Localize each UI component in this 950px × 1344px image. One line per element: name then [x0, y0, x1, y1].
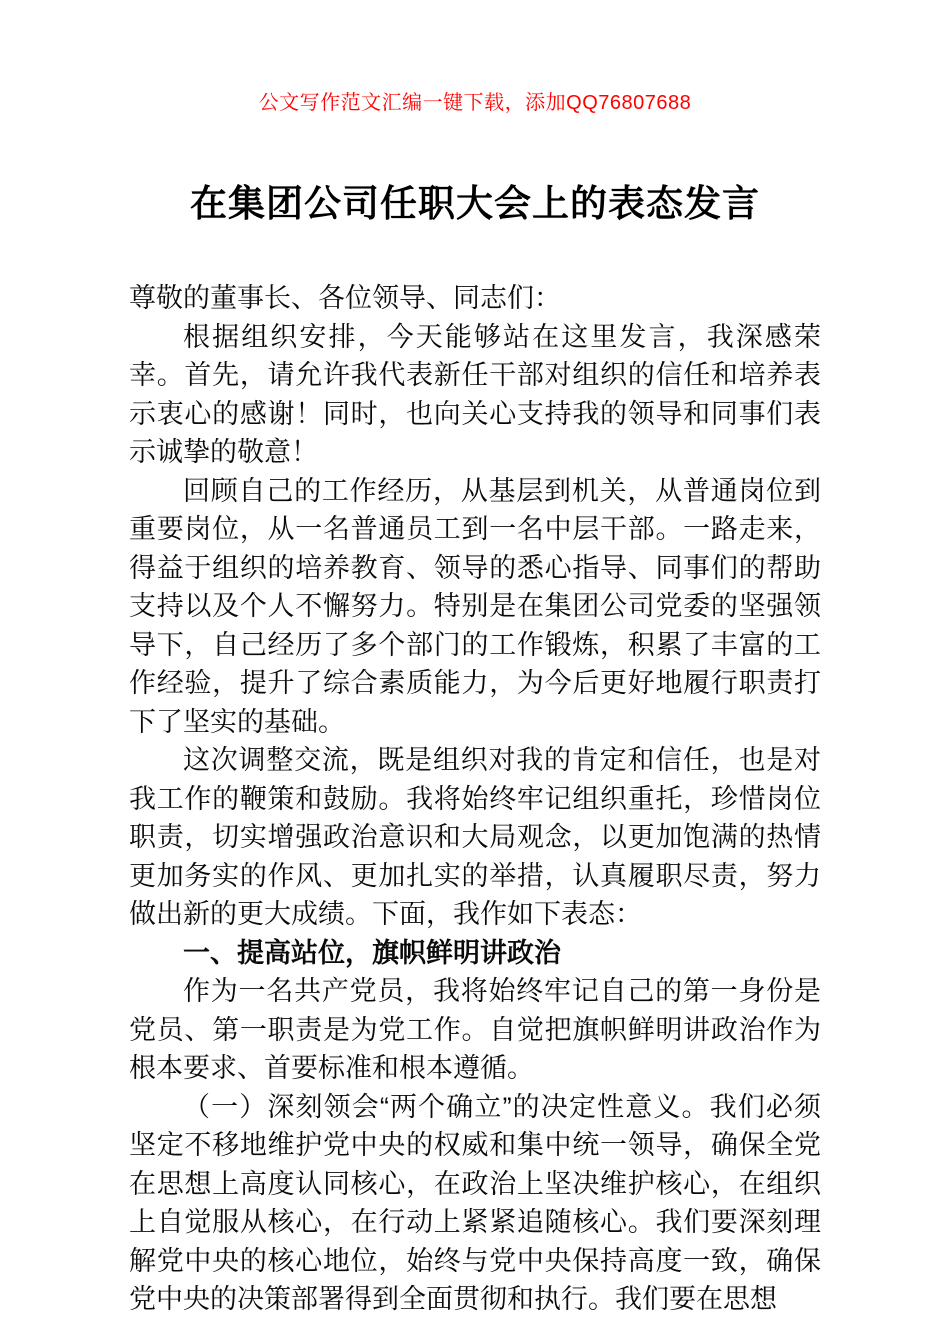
paragraph: 尊敬的董事长、各位领导、同志们： — [129, 283, 561, 313]
paragraph: 这次调整交流，既是组织对我的肯定和信任，也是对我工作的鞭策和鼓励。我将始终牢记组织重托，珍惜岗位职责，切实增强政治意识和大局观念，以更加饱满的热情更加务实的作风、更加扎实的举措，认真履职尽责，努力做出新的更大成绩。下面，我作如下表态： — [129, 745, 821, 929]
paragraph: 作为一名共产党员，我将始终牢记自己的第一身份是党员、第一职责是为党工作。自觉把旗帜鲜明讲政治作为根本要求、首要标准和根本遵循。 — [129, 976, 821, 1083]
paragraph: 根据组织安排，今天能够站在这里发言，我深感荣幸。首先，请允许我代表新任干部对组织的信任和培养表示衷心的感谢！同时，也向关心支持我的领导和同事们表示诚挚的敬意！ — [129, 321, 821, 467]
promo-notice-text: 公文写作范文汇编一键下载，添加QQ76807688 — [258, 92, 692, 114]
paragraph: 一、提高站位，旗帜鲜明讲政治 — [183, 937, 561, 968]
document-body — [129, 279, 821, 1319]
document-title: 在集团公司任职大会上的表态发言 — [190, 183, 760, 224]
paragraph: 回顾自己的工作经历，从基层到机关，从普通岗位到重要岗位，从一名普通员工到一名中层干部。一路走来，得益于组织的培养教育、领导的悉心指导、同事们的帮助支持以及个人不懈努力。特别是在集团公司党委的坚强领导下，自己经历了多个部门的工作锻炼，积累了丰富的工作经验，提升了综合素质能力，为今后更好地履行职责打下了坚实的基础。 — [129, 475, 821, 737]
paragraph: （一）深刻领会“两个确立”的决定性意义。我们必须坚定不移地维护党中央的权威和集中统一领导，确保全党在思想上高度认同核心，在政治上坚决维护核心，在组织上自觉服从核心，在行动上紧紧追随核心。我们要深刻理解党中央的核心地位，始终与党中央保持高度一致，确保党中央的决策部署得到全面贯彻和执行。我们要在思想 — [129, 1091, 821, 1314]
